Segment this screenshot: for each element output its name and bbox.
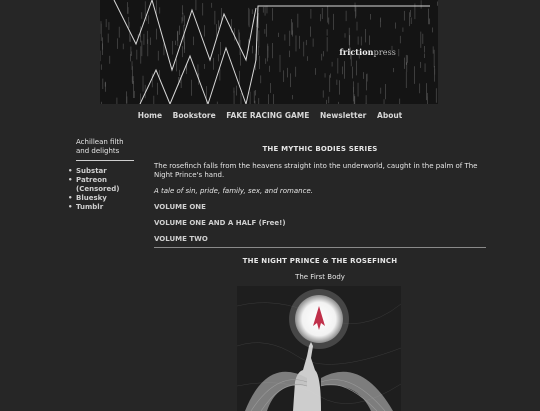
- brand-wordmark[interactable]: frictionpress: [339, 47, 396, 57]
- sidebar-item-tumblr: • Tumblr: [68, 203, 104, 211]
- nav-about[interactable]: About: [377, 111, 403, 120]
- patreon-link[interactable]: Patreon (Censored): [76, 176, 120, 193]
- bluesky-link[interactable]: Bluesky: [76, 194, 107, 202]
- header-banner: [100, 0, 438, 104]
- nav-fake-racing-game[interactable]: FAKE RACING GAME: [226, 111, 310, 120]
- volume-one-and-a-half-link[interactable]: VOLUME ONE AND A HALF (Free!): [154, 219, 286, 227]
- nav-newsletter[interactable]: Newsletter: [320, 111, 367, 120]
- nav-home[interactable]: Home: [137, 111, 163, 120]
- series-description: The rosefinch falls from the heavens straight into the underworld, caught in the palm of The Night Prince's hand.: [154, 162, 478, 179]
- sidebar-links: [68, 167, 134, 212]
- sidebar-item-patreon: • Patreon (Censored): [68, 176, 120, 193]
- volume-two-link[interactable]: VOLUME TWO: [154, 235, 208, 243]
- nav-bookstore[interactable]: Bookstore: [172, 111, 216, 120]
- sidebar: [68, 138, 134, 212]
- tumblr-link[interactable]: Tumblr: [76, 203, 104, 211]
- series-tagline: A tale of sin, pride, family, sex, and romance.: [154, 187, 313, 195]
- book-subtitle: The First Body: [295, 273, 345, 281]
- cover-art: [237, 286, 401, 411]
- section-divider: [154, 247, 486, 248]
- main-content: [154, 138, 486, 282]
- sidebar-item-bluesky: • Bluesky: [68, 194, 107, 202]
- series-title: THE MYTHIC BODIES SERIES: [262, 145, 378, 153]
- volume-one-link[interactable]: VOLUME ONE: [154, 203, 206, 211]
- sidebar-item-substar: • Substar: [68, 167, 107, 175]
- book-cover-image[interactable]: [237, 286, 401, 411]
- main-nav: [0, 111, 540, 120]
- sidebar-tagline: Achillean filth and delights: [76, 138, 134, 161]
- substar-link[interactable]: Substar: [76, 167, 107, 175]
- book-title: THE NIGHT PRINCE & THE ROSEFINCH: [242, 257, 398, 265]
